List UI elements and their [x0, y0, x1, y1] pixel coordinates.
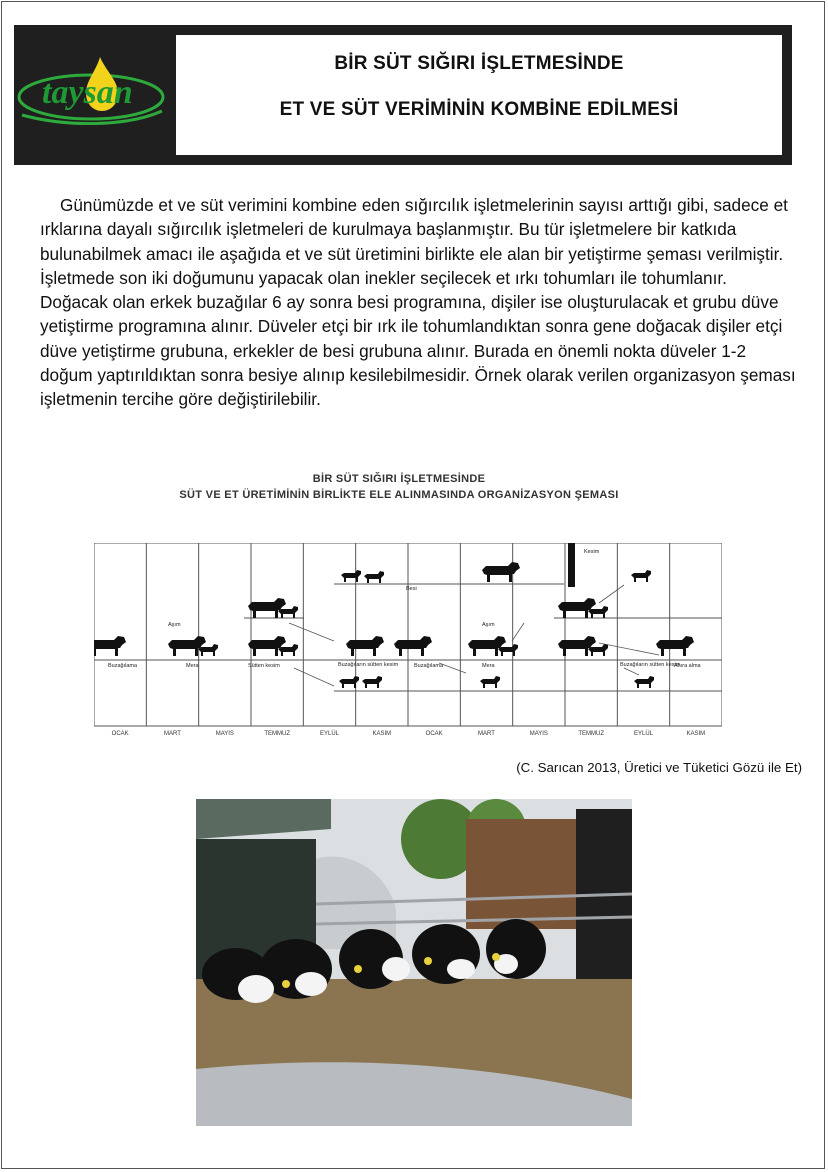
month-label: MAYIS: [215, 731, 234, 737]
month-label: EYLÜL: [319, 731, 340, 737]
label-kesim: Kesim: [584, 549, 600, 555]
title-line-2: ET VE SÜT VERİMİNİN KOMBİNE EDİLMESİ: [279, 99, 679, 120]
month-label: MART: [478, 731, 495, 737]
cattle-photo: [196, 799, 632, 1126]
label-mera-1: Mera: [186, 663, 199, 669]
logo-text: taysan: [42, 74, 133, 111]
label-buzagilama-1: Buzağılama: [108, 663, 138, 669]
month-label: TEMMUZ: [578, 731, 605, 737]
title-line-1: BİR SÜT SIĞIRI İŞLETMESİNDE: [334, 53, 624, 74]
month-label: OCAK: [111, 731, 129, 737]
source-caption: (C. Sarıcan 2013, Üretici ve Tüketici Gözü ile Et): [516, 760, 802, 775]
intro-text: Günümüzde et ve süt verimini kombine eden sığırcılık işletmelerinin sayısı arttığı gibi, sadece et ırklarına dayalı sığırcılık işletmeleri de kurulmaya başlanmıştır. Bu tür işletmelere bir katkıda bulunabilmek amacı ile aşağıda et ve süt üretimini birlikte ele alan bir yetiştirme şeması verilmiştir. İşletmede son iki doğumunu yapacak olan inekler seçilecek et ırkı tohumları ile tohumlanır. Doğacak olan erkek buzağılar 6 ay sonra besi programına, dişiler ise oluşturulacak et grubu düve yetiştirme programına alınır. Düveler etçi bir ırk ile tohumlandıktan sonra gene doğacak dişiler etçi düve yetiştirme grubuna, erkekler de besi grubuna alınır. Burada en önemli nokta düveler 1-2 doğum yaptırıldıktan sonra besiye alınıp kesilebilmesidir. Örnek olarak verilen organizasyon şeması işletmenin tercihe göre değiştirilebilir.: [40, 195, 796, 410]
diagram-title-1: BİR SÜT SIĞIRI İŞLETMESİNDE: [312, 473, 486, 485]
taysan-logo: [16, 53, 166, 133]
diagram-title-2: SÜT VE ET ÜRETİMİNİN BİRLİKTE ELE ALINMASINDA ORGANİZASYON ŞEMASI: [179, 489, 619, 501]
month-label: MART: [164, 731, 181, 737]
intro-paragraph: [40, 193, 796, 412]
label-mera-2: Mera: [482, 663, 495, 669]
label-buzagi-sutten-kesim-2: Buzağıların sütten kesim: [620, 662, 681, 668]
month-label: MAYIS: [529, 731, 548, 737]
month-label: KASIM: [372, 731, 392, 737]
month-label: TEMMUZ: [264, 731, 291, 737]
organization-diagram: [94, 543, 722, 743]
month-label: EYLÜL: [633, 731, 654, 737]
label-buzagilama-2: Buzağılama: [414, 663, 444, 669]
label-sutten-kesim: Sütten kesim: [248, 663, 280, 669]
label-ahira-alma: Ahıra alma: [674, 663, 701, 669]
label-asim-1: Aşım: [168, 622, 181, 628]
label-besi: Besi: [406, 586, 417, 592]
label-asim-2: Aşım: [482, 622, 495, 628]
month-label: KASIM: [686, 731, 706, 737]
label-buzagi-sutten-kesim-1: Buzağıların sütten kesim: [338, 662, 399, 668]
month-label: OCAK: [425, 731, 443, 737]
title-box: [174, 33, 784, 157]
